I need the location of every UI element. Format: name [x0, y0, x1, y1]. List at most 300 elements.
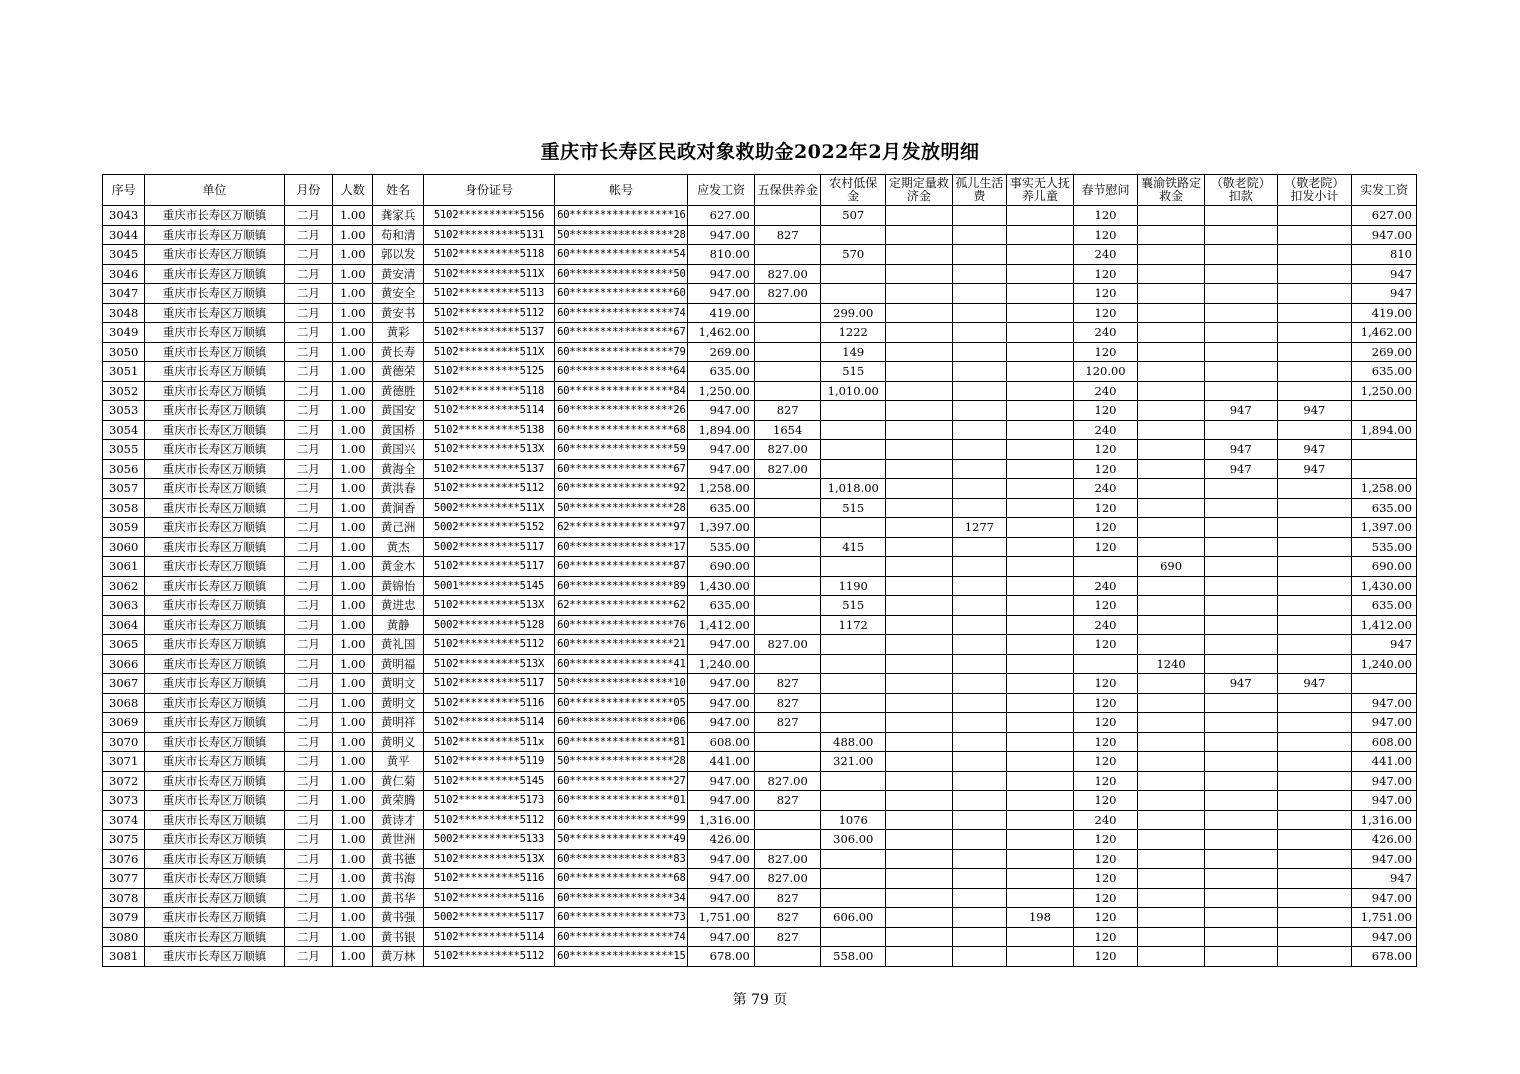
table-cell: [886, 810, 953, 830]
table-cell: [1204, 206, 1277, 226]
table-cell: 1.00: [333, 206, 373, 226]
table-cell: [886, 362, 953, 382]
table-row: [103, 342, 1417, 362]
table-cell: 827.00: [754, 635, 821, 655]
table-cell: [821, 264, 886, 284]
payment-table: [102, 174, 1417, 967]
table-cell: 二月: [284, 557, 332, 577]
table-cell: 二月: [284, 440, 332, 460]
table-cell: [886, 791, 953, 811]
table-cell: 60*****************87: [555, 557, 688, 577]
table-cell: 827.00: [754, 440, 821, 460]
table-cell: [952, 381, 1006, 401]
table-cell: 441.00: [688, 752, 755, 772]
table-cell: 苟和清: [373, 225, 423, 245]
table-cell: 678.00: [1352, 947, 1417, 967]
table-cell: 947.00: [688, 771, 755, 791]
table-cell: 1.00: [333, 264, 373, 284]
table-cell: [1277, 381, 1352, 401]
table-cell: [1204, 713, 1277, 733]
table-cell: 5002**********511X: [423, 498, 554, 518]
table-cell: [1007, 849, 1074, 869]
table-cell: 441.00: [1352, 752, 1417, 772]
table-cell: 947.00: [688, 791, 755, 811]
table-cell: [886, 284, 953, 304]
table-cell: [886, 479, 953, 499]
column-header: 定期定量救济金: [886, 175, 953, 206]
table-cell: 1,430.00: [688, 576, 755, 596]
table-cell: [952, 908, 1006, 928]
table-cell: 1.00: [333, 849, 373, 869]
table-cell: [1204, 342, 1277, 362]
table-cell: 947: [1277, 459, 1352, 479]
table-cell: 1.00: [333, 674, 373, 694]
table-cell: [1007, 771, 1074, 791]
table-cell: 1.00: [333, 284, 373, 304]
table-cell: 重庆市长寿区万顺镇: [145, 732, 284, 752]
table-cell: 60*****************21: [555, 635, 688, 655]
table-cell: 635.00: [1352, 362, 1417, 382]
table-cell: 二月: [284, 206, 332, 226]
table-cell: 重庆市长寿区万顺镇: [145, 401, 284, 421]
table-row: [103, 362, 1417, 382]
table-cell: 二月: [284, 459, 332, 479]
table-row: [103, 693, 1417, 713]
table-cell: 947: [1277, 674, 1352, 694]
table-cell: [886, 557, 953, 577]
table-cell: [1204, 635, 1277, 655]
table-cell: 515: [821, 362, 886, 382]
table-cell: [1007, 713, 1074, 733]
table-cell: [952, 830, 1006, 850]
table-cell: 3052: [103, 381, 145, 401]
table-cell: 120: [1073, 791, 1138, 811]
table-cell: 62*****************97: [555, 518, 688, 538]
table-cell: 120: [1073, 771, 1138, 791]
table-cell: [1138, 245, 1205, 265]
table-cell: 198: [1007, 908, 1074, 928]
table-cell: [754, 362, 821, 382]
table-cell: [821, 869, 886, 889]
table-cell: 重庆市长寿区万顺镇: [145, 908, 284, 928]
table-row: [103, 225, 1417, 245]
table-cell: [1204, 752, 1277, 772]
table-cell: [821, 518, 886, 538]
table-cell: 535.00: [1352, 537, 1417, 557]
table-cell: [754, 537, 821, 557]
table-cell: 60*****************54: [555, 245, 688, 265]
table-row: [103, 284, 1417, 304]
table-cell: 558.00: [821, 947, 886, 967]
table-cell: [886, 225, 953, 245]
table-cell: [952, 206, 1006, 226]
table-cell: [1277, 284, 1352, 304]
table-cell: 黄礼国: [373, 635, 423, 655]
table-cell: [952, 674, 1006, 694]
table-cell: 1.00: [333, 654, 373, 674]
table-cell: 240: [1073, 576, 1138, 596]
table-cell: 60*****************15: [555, 947, 688, 967]
table-cell: 1076: [821, 810, 886, 830]
table-cell: [1138, 420, 1205, 440]
table-cell: 5102**********5145: [423, 771, 554, 791]
table-cell: 二月: [284, 264, 332, 284]
table-cell: [1138, 888, 1205, 908]
table-cell: [1007, 596, 1074, 616]
table-cell: 120: [1073, 635, 1138, 655]
table-cell: 120: [1073, 284, 1138, 304]
column-header: 事实无人抚养儿童: [1007, 175, 1074, 206]
table-cell: 重庆市长寿区万顺镇: [145, 674, 284, 694]
table-cell: 947.00: [688, 225, 755, 245]
table-cell: 60*****************73: [555, 908, 688, 928]
table-cell: 120: [1073, 869, 1138, 889]
table-cell: 1.00: [333, 479, 373, 499]
table-cell: 827: [754, 888, 821, 908]
table-cell: 947.00: [688, 459, 755, 479]
table-cell: 重庆市长寿区万顺镇: [145, 264, 284, 284]
table-cell: 240: [1073, 381, 1138, 401]
table-cell: [754, 381, 821, 401]
table-cell: 5002**********5133: [423, 830, 554, 850]
table-cell: 5102**********513X: [423, 596, 554, 616]
table-cell: [1277, 732, 1352, 752]
table-cell: 3079: [103, 908, 145, 928]
table-cell: [821, 420, 886, 440]
table-cell: [1007, 225, 1074, 245]
table-cell: 535.00: [688, 537, 755, 557]
table-cell: 415: [821, 537, 886, 557]
table-cell: 二月: [284, 225, 332, 245]
table-cell: [1007, 947, 1074, 967]
table-cell: 1,258.00: [688, 479, 755, 499]
table-cell: [1138, 518, 1205, 538]
table-row: [103, 849, 1417, 869]
table-cell: 5002**********5152: [423, 518, 554, 538]
table-cell: [1277, 752, 1352, 772]
table-cell: 1172: [821, 615, 886, 635]
table-cell: [754, 615, 821, 635]
table-cell: [952, 771, 1006, 791]
table-cell: [886, 440, 953, 460]
table-cell: [886, 615, 953, 635]
table-cell: 947.00: [688, 674, 755, 694]
table-cell: 120: [1073, 537, 1138, 557]
table-header-row: [103, 175, 1417, 206]
table-cell: [821, 849, 886, 869]
table-cell: 1,751.00: [688, 908, 755, 928]
table-cell: 重庆市长寿区万顺镇: [145, 654, 284, 674]
table-cell: 黄彩: [373, 323, 423, 343]
table-cell: 3056: [103, 459, 145, 479]
table-cell: 60*****************68: [555, 869, 688, 889]
table-cell: 5102**********5112: [423, 635, 554, 655]
table-cell: [1138, 732, 1205, 752]
table-cell: 重庆市长寿区万顺镇: [145, 420, 284, 440]
table-cell: 5102**********5114: [423, 713, 554, 733]
table-cell: 黄金木: [373, 557, 423, 577]
table-cell: 黄洪春: [373, 479, 423, 499]
table-cell: 120: [1073, 927, 1138, 947]
table-cell: 二月: [284, 479, 332, 499]
table-cell: 3054: [103, 420, 145, 440]
table-cell: [821, 401, 886, 421]
table-cell: 5102**********5137: [423, 323, 554, 343]
table-cell: 5102**********513X: [423, 849, 554, 869]
table-cell: 3080: [103, 927, 145, 947]
table-cell: [1138, 498, 1205, 518]
table-cell: [1007, 752, 1074, 772]
table-cell: [1277, 713, 1352, 733]
table-cell: [1204, 869, 1277, 889]
table-cell: 60*****************01: [555, 791, 688, 811]
table-row: [103, 245, 1417, 265]
table-cell: 306.00: [821, 830, 886, 850]
table-cell: 120.00: [1073, 362, 1138, 382]
table-cell: 120: [1073, 713, 1138, 733]
table-cell: 1,894.00: [688, 420, 755, 440]
table-cell: 5102**********511x: [423, 732, 554, 752]
table-cell: 二月: [284, 284, 332, 304]
table-cell: [886, 947, 953, 967]
table-cell: [1007, 693, 1074, 713]
table-cell: [1073, 654, 1138, 674]
table-cell: 60*****************17: [555, 537, 688, 557]
table-cell: [1277, 323, 1352, 343]
table-cell: 627.00: [1352, 206, 1417, 226]
table-cell: 重庆市长寿区万顺镇: [145, 381, 284, 401]
table-cell: [821, 927, 886, 947]
table-cell: [1138, 362, 1205, 382]
table-cell: 1.00: [333, 576, 373, 596]
table-cell: [1138, 927, 1205, 947]
table-cell: [886, 537, 953, 557]
table-cell: 重庆市长寿区万顺镇: [145, 947, 284, 967]
table-cell: 120: [1073, 518, 1138, 538]
table-cell: 947.00: [1352, 225, 1417, 245]
table-cell: 二月: [284, 713, 332, 733]
table-cell: 5102**********5118: [423, 245, 554, 265]
table-cell: 120: [1073, 732, 1138, 752]
table-cell: [1277, 518, 1352, 538]
table-cell: 120: [1073, 459, 1138, 479]
table-cell: 5102**********5116: [423, 693, 554, 713]
table-cell: 二月: [284, 849, 332, 869]
table-cell: 690: [1138, 557, 1205, 577]
table-cell: [1277, 791, 1352, 811]
table-cell: [1204, 830, 1277, 850]
table-cell: [1138, 810, 1205, 830]
table-cell: [1007, 791, 1074, 811]
table-cell: 947.00: [688, 927, 755, 947]
table-cell: [1204, 381, 1277, 401]
table-cell: 3058: [103, 498, 145, 518]
table-cell: 二月: [284, 245, 332, 265]
table-cell: [1204, 615, 1277, 635]
table-cell: 419.00: [688, 303, 755, 323]
table-cell: 3077: [103, 869, 145, 889]
column-header: 序号: [103, 175, 145, 206]
table-row: [103, 537, 1417, 557]
table-cell: 60*****************99: [555, 810, 688, 830]
table-row: [103, 479, 1417, 499]
table-cell: 重庆市长寿区万顺镇: [145, 635, 284, 655]
table-cell: [952, 498, 1006, 518]
table-cell: 50*****************28: [555, 225, 688, 245]
table-cell: 827: [754, 927, 821, 947]
table-row: [103, 615, 1417, 635]
table-cell: 黄万林: [373, 947, 423, 967]
table-cell: 1.00: [333, 927, 373, 947]
table-cell: [1007, 284, 1074, 304]
table-cell: 重庆市长寿区万顺镇: [145, 615, 284, 635]
table-row: [103, 908, 1417, 928]
table-cell: 二月: [284, 576, 332, 596]
table-cell: [952, 576, 1006, 596]
table-cell: 3067: [103, 674, 145, 694]
table-cell: [886, 713, 953, 733]
table-cell: 黄杰: [373, 537, 423, 557]
table-cell: 5102**********5125: [423, 362, 554, 382]
table-cell: 1.00: [333, 401, 373, 421]
table-cell: 606.00: [821, 908, 886, 928]
table-cell: 5102**********511X: [423, 264, 554, 284]
column-header: 月份: [284, 175, 332, 206]
table-cell: 黄明祥: [373, 713, 423, 733]
table-cell: 827: [754, 791, 821, 811]
table-cell: 515: [821, 498, 886, 518]
table-cell: [1007, 869, 1074, 889]
table-cell: 488.00: [821, 732, 886, 752]
table-cell: [1007, 498, 1074, 518]
table-cell: 3078: [103, 888, 145, 908]
table-cell: 二月: [284, 693, 332, 713]
table-cell: 黄平: [373, 752, 423, 772]
table-cell: [1007, 381, 1074, 401]
table-row: [103, 459, 1417, 479]
table-cell: 3069: [103, 713, 145, 733]
table-cell: 3071: [103, 752, 145, 772]
table-cell: 827: [754, 674, 821, 694]
table-cell: [1138, 576, 1205, 596]
table-cell: 二月: [284, 401, 332, 421]
table-cell: [1073, 557, 1138, 577]
table-cell: 3046: [103, 264, 145, 284]
table-cell: 黄仁菊: [373, 771, 423, 791]
table-row: [103, 596, 1417, 616]
table-cell: 二月: [284, 888, 332, 908]
table-cell: 60*****************05: [555, 693, 688, 713]
table-cell: 5102**********511X: [423, 342, 554, 362]
table-cell: 重庆市长寿区万顺镇: [145, 342, 284, 362]
table-cell: 1,250.00: [688, 381, 755, 401]
table-cell: 重庆市长寿区万顺镇: [145, 206, 284, 226]
table-cell: 黄国桥: [373, 420, 423, 440]
table-cell: [886, 732, 953, 752]
table-cell: [1204, 557, 1277, 577]
table-cell: 60*****************92: [555, 479, 688, 499]
table-cell: [886, 264, 953, 284]
table-cell: 50*****************49: [555, 830, 688, 850]
table-cell: 重庆市长寿区万顺镇: [145, 888, 284, 908]
table-cell: [1007, 245, 1074, 265]
table-cell: 50*****************28: [555, 498, 688, 518]
table-cell: [1007, 342, 1074, 362]
table-cell: 龚家兵: [373, 206, 423, 226]
table-cell: [952, 596, 1006, 616]
table-cell: [821, 771, 886, 791]
table-cell: [1007, 557, 1074, 577]
table-cell: 240: [1073, 615, 1138, 635]
table-cell: [821, 440, 886, 460]
table-cell: 60*****************74: [555, 303, 688, 323]
table-cell: 黄书华: [373, 888, 423, 908]
table-cell: 947: [1204, 401, 1277, 421]
table-cell: 120: [1073, 596, 1138, 616]
table-cell: 947: [1352, 869, 1417, 889]
table-cell: [1352, 459, 1417, 479]
table-cell: [1138, 771, 1205, 791]
table-cell: 二月: [284, 635, 332, 655]
table-cell: [821, 888, 886, 908]
table-cell: [952, 362, 1006, 382]
table-cell: 重庆市长寿区万顺镇: [145, 537, 284, 557]
table-cell: 二月: [284, 537, 332, 557]
table-cell: 120: [1073, 440, 1138, 460]
table-cell: 重庆市长寿区万顺镇: [145, 771, 284, 791]
table-cell: 1,412.00: [1352, 615, 1417, 635]
table-cell: [1007, 537, 1074, 557]
table-cell: [1277, 498, 1352, 518]
table-cell: [754, 323, 821, 343]
table-cell: 635.00: [688, 498, 755, 518]
table-cell: 60*****************67: [555, 459, 688, 479]
table-row: [103, 576, 1417, 596]
table-cell: [952, 888, 1006, 908]
column-header: 春节慰问: [1073, 175, 1138, 206]
table-cell: 827.00: [754, 284, 821, 304]
table-cell: 240: [1073, 323, 1138, 343]
table-cell: 3081: [103, 947, 145, 967]
table-cell: [1007, 576, 1074, 596]
table-cell: 3049: [103, 323, 145, 343]
table-cell: [754, 245, 821, 265]
table-cell: 郭以发: [373, 245, 423, 265]
table-cell: 60*****************74: [555, 927, 688, 947]
table-cell: [821, 713, 886, 733]
table-cell: [821, 635, 886, 655]
table-cell: [886, 908, 953, 928]
table-cell: 321.00: [821, 752, 886, 772]
table-row: [103, 732, 1417, 752]
page-title: 重庆市长寿区民政对象救助金2022年2月发放明细: [540, 141, 980, 163]
table-cell: [1204, 771, 1277, 791]
column-header: 襄渝铁路定救金: [1138, 175, 1205, 206]
table-cell: 678.00: [688, 947, 755, 967]
table-cell: [1138, 635, 1205, 655]
table-cell: [1007, 888, 1074, 908]
table-cell: [1204, 323, 1277, 343]
table-cell: 重庆市长寿区万顺镇: [145, 596, 284, 616]
table-cell: 947.00: [1352, 849, 1417, 869]
table-cell: 5102**********5112: [423, 810, 554, 830]
table-cell: [821, 557, 886, 577]
table-cell: [1007, 732, 1074, 752]
table-cell: 二月: [284, 830, 332, 850]
table-cell: 60*****************64: [555, 362, 688, 382]
table-cell: [1138, 908, 1205, 928]
table-cell: 1,250.00: [1352, 381, 1417, 401]
